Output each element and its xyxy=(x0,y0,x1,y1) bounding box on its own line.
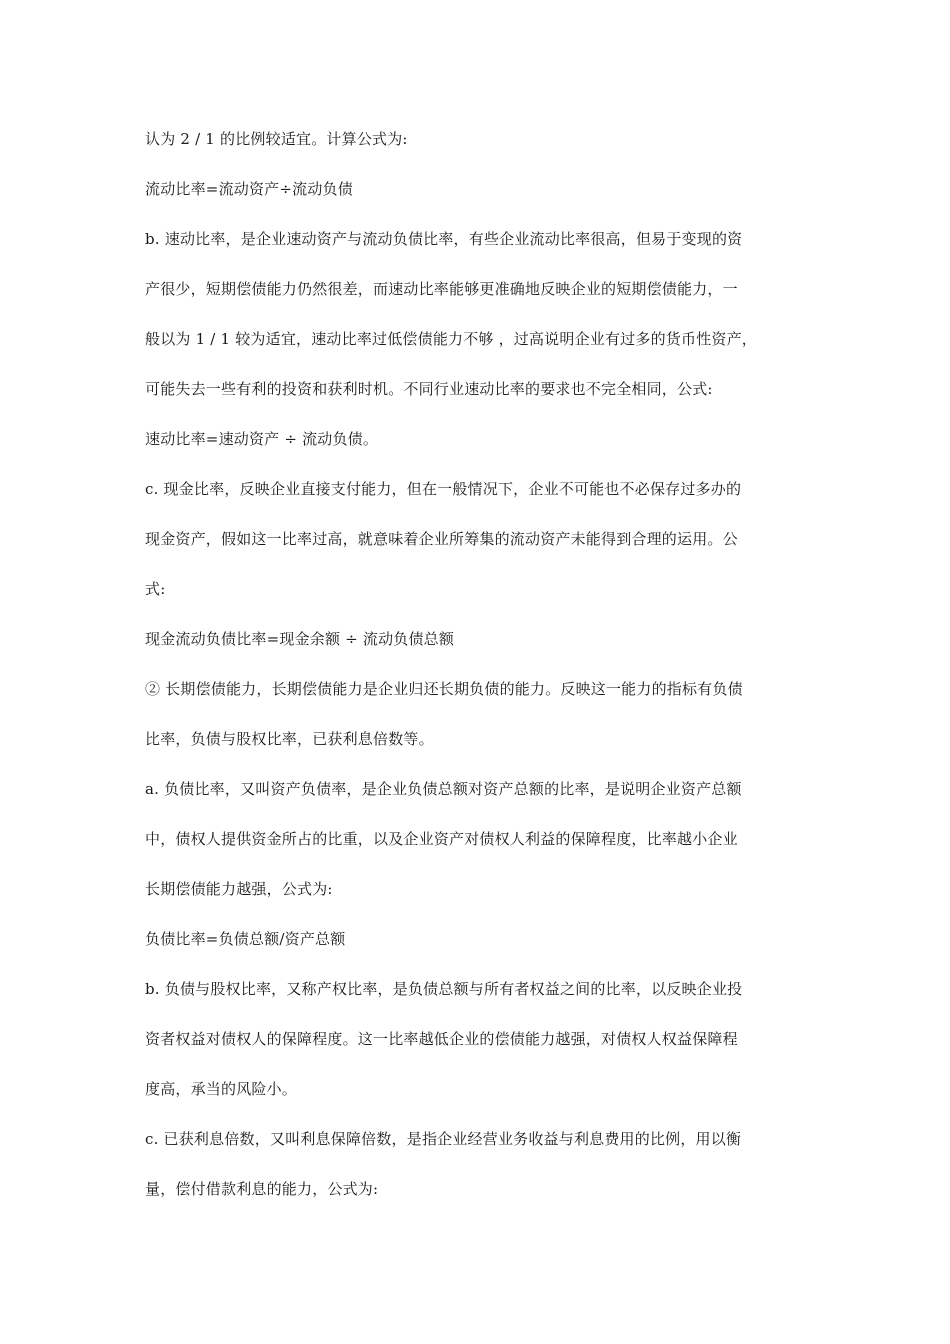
text-line-6: 可能失去一些有利的投资和获利时机。不同行业速动比率的要求也不完全相同，公式: xyxy=(145,380,713,398)
text-line-22: 量，偿付借款利息的能力，公式为: xyxy=(145,1180,379,1198)
text-line-11: 现金流动负债比率=现金余额 ÷ 流动负债总额 xyxy=(145,630,455,648)
text-line-9: 现金资产，假如这一比率过高，就意味着企业所筹集的流动资产未能得到合理的运用。公 xyxy=(145,530,738,548)
text-line-10: 式: xyxy=(145,580,166,598)
text-line-17: 负债比率=负债总额/资产总额 xyxy=(145,930,346,948)
text-line-12: ② 长期偿债能力，长期偿债能力是企业归还长期负债的能力。反映这一能力的指标有负债 xyxy=(145,680,743,698)
text-line-16: 长期偿债能力越强，公式为: xyxy=(145,880,333,898)
text-line-18: b. 负债与股权比率，又称产权比率，是负债总额与所有者权益之间的比率，以反映企业投 xyxy=(145,980,743,998)
text-line-2: 流动比率=流动资产÷流动负债 xyxy=(145,180,353,198)
text-line-8: c. 现金比率，反映企业直接支付能力，但在一般情况下，企业不可能也不必保存过多办的 xyxy=(145,480,742,498)
text-line-4: 产很少，短期偿债能力仍然很差，而速动比率能够更准确地反映企业的短期偿债能力，一 xyxy=(145,280,738,298)
text-line-19: 资者权益对债权人的保障程度。这一比率越低企业的偿债能力越强，对债权人权益保障程 xyxy=(145,1030,738,1048)
text-line-1: 认为 2 / 1 的比例较适宜。计算公式为: xyxy=(145,130,408,148)
text-line-21: c. 已获利息倍数，又叫利息保障倍数，是指企业经营业务收益与利息费用的比例，用以衡 xyxy=(145,1130,742,1148)
text-line-5: 般以为 1 / 1 较为适宜，速动比率过低偿债能力不够 ，过高说明企业有过多的货币性资产， xyxy=(145,330,757,348)
text-line-14: a. 负债比率，又叫资产负债率，是企业负债总额对资产总额的比率，是说明企业资产总额 xyxy=(145,780,742,798)
text-line-15: 中，债权人提供资金所占的比重，以及企业资产对债权人利益的保障程度，比率越小企业 xyxy=(145,830,738,848)
text-line-7: 速动比率=速动资产 ÷ 流动负债。 xyxy=(145,430,379,448)
text-line-3: b. 速动比率，是企业速动资产与流动负债比率，有些企业流动比率很高，但易于变现的资 xyxy=(145,230,743,248)
text-line-20: 度高，承当的风险小。 xyxy=(145,1080,298,1098)
text-line-13: 比率，负债与股权比率，已获利息倍数等。 xyxy=(145,730,434,748)
